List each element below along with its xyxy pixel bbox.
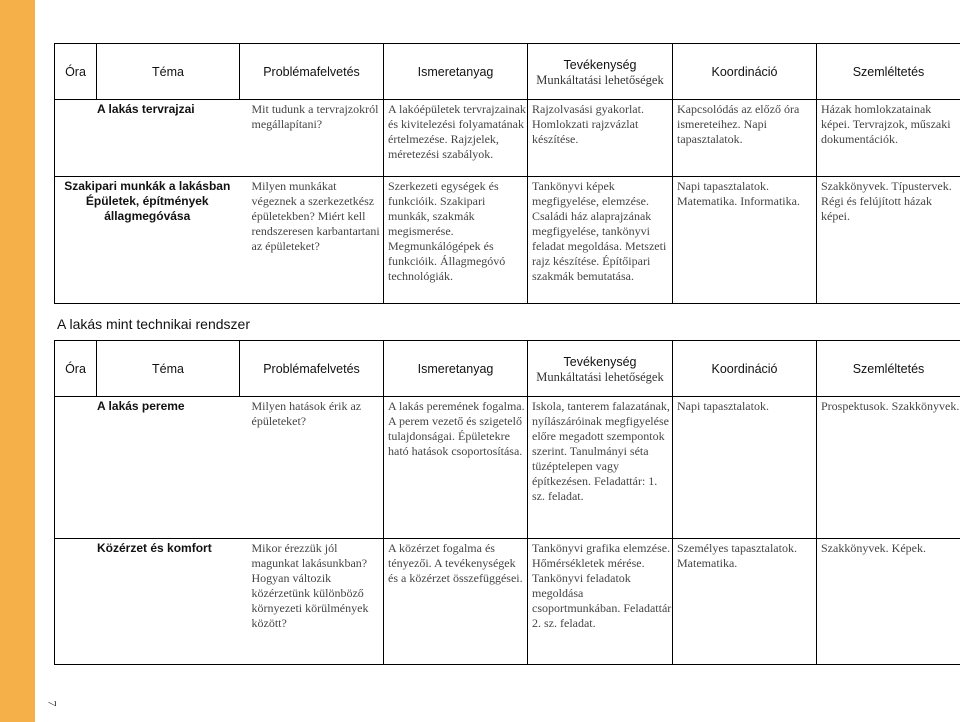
header-ora: Óra <box>55 44 97 100</box>
header-tevekenyseg-title: Tevékenység <box>563 57 637 72</box>
header-tevekenyseg-sub: Munkáltatási lehetőségek <box>536 369 664 384</box>
header-ora: Óra <box>55 341 97 397</box>
header-tevekenyseg-sub: Munkáltatási lehetőségek <box>536 72 664 87</box>
lesson-table-2 <box>54 340 960 665</box>
row-tema: Közérzet és komfort <box>55 539 240 665</box>
row-tema: Szakipari munkák a lakásban Épületek, építmények állagmegóvása <box>55 177 240 304</box>
row-ismeretanyag: Szerkezeti egységek és funkcióik. Szakipari munkák, szakmák megismerése. Megmunkálógépek és funkcióik. Állagmegóvó technológiák. <box>384 177 528 304</box>
header-tevekenyseg <box>528 341 673 397</box>
page-margin-strip <box>0 0 35 722</box>
row-szemleltetes: Szakkönyvek. Típustervek. Régi és felújított házak képei. <box>817 177 960 304</box>
header-tema: Téma <box>97 341 240 397</box>
header-ismeretanyag: Ismeretanyag <box>384 341 528 397</box>
table-row <box>55 177 960 304</box>
row-szemleltetes: Házak homlokzatainak képei. Tervrajzok, műszaki dokumentációk. <box>817 100 960 177</box>
row-koordinacio: Napi tapasztalatok. <box>673 397 817 539</box>
row-problemafelvetes: Milyen munkákat végeznek a szerkezetkész épületekben? Miért kell rendszeresen karbantartani az épületeket? <box>240 177 384 304</box>
header-tevekenyseg <box>528 44 673 100</box>
row-tevekenyseg: Rajzolvasási gyakorlat. Homlokzati rajzvázlat készítése. <box>528 100 673 177</box>
header-koordinacio: Koordináció <box>673 341 817 397</box>
row-koordinacio: Személyes tapasztalatok. Matematika. <box>673 539 817 665</box>
row-koordinacio: Kapcsolódás az előző óra ismereteihez. Napi tapasztalatok. <box>673 100 817 177</box>
table-row <box>55 539 960 665</box>
header-szemleltetes: Szemléltetés <box>817 44 960 100</box>
header-problemafelvetes: Problémafelvetés <box>240 341 384 397</box>
row-tevekenyseg: Tankönyvi grafika elemzése. Hőmérsékletek mérése. Tankönyvi feladatok megoldása csoportmunkában. Feladattár 2. sz. feladat. <box>528 539 673 665</box>
table-header-row <box>55 341 960 397</box>
row-tevekenyseg: Tankönyvi képek megfigyelése, elemzése. Családi ház alaprajzának megfigyelése, tankönyvi feladat megoldása. Metszeti rajz készítése. Építőipari szakmák bemutatása. <box>528 177 673 304</box>
page-number: 7 <box>45 700 60 707</box>
table-header-row <box>55 44 960 100</box>
header-szemleltetes: Szemléltetés <box>817 341 960 397</box>
header-tevekenyseg-title: Tevékenység <box>563 354 637 369</box>
section-title: A lakás mint technikai rendszer <box>57 316 250 332</box>
table-row <box>55 397 960 539</box>
row-ismeretanyag: A közérzet fogalma és tényezői. A tevékenységek és a közérzet összefüggései. <box>384 539 528 665</box>
header-koordinacio: Koordináció <box>673 44 817 100</box>
row-tema: A lakás pereme <box>55 397 240 539</box>
row-ismeretanyag: A lakóépületek tervrajzainak és kivitelezési folyamatának értelmezése. Rajzjelek, méretezési szabályok. <box>384 100 528 177</box>
header-ismeretanyag: Ismeretanyag <box>384 44 528 100</box>
table-row <box>55 100 960 177</box>
row-ismeretanyag: A lakás peremének fogalma. A perem vezető és szigetelő tulajdonságai. Épületekre ható hatások csoportosítása. <box>384 397 528 539</box>
row-tevekenyseg: Iskola, tanterem falazatának, nyílászáróinak megfigyelése előre megadott szempontok szerint. Tanulmányi séta tüzéptelepen vagy építkezésen. Feladattár: 1. sz. feladat. <box>528 397 673 539</box>
row-szemleltetes: Szakkönyvek. Képek. <box>817 539 960 665</box>
row-problemafelvetes: Mit tudunk a tervrajzokról megállapítani? <box>240 100 384 177</box>
row-szemleltetes: Prospektusok. Szakkönyvek. <box>817 397 960 539</box>
header-tema: Téma <box>97 44 240 100</box>
header-problemafelvetes: Problémafelvetés <box>240 44 384 100</box>
lesson-table-1 <box>54 43 960 304</box>
row-koordinacio: Napi tapasztalatok. Matematika. Informatika. <box>673 177 817 304</box>
row-problemafelvetes: Mikor érezzük jól magunkat lakásunkban? Hogyan változik közérzetünk különböző környezeti körülmények között? <box>240 539 384 665</box>
row-tema: A lakás tervrajzai <box>55 100 240 177</box>
row-problemafelvetes: Milyen hatások érik az épületeket? <box>240 397 384 539</box>
